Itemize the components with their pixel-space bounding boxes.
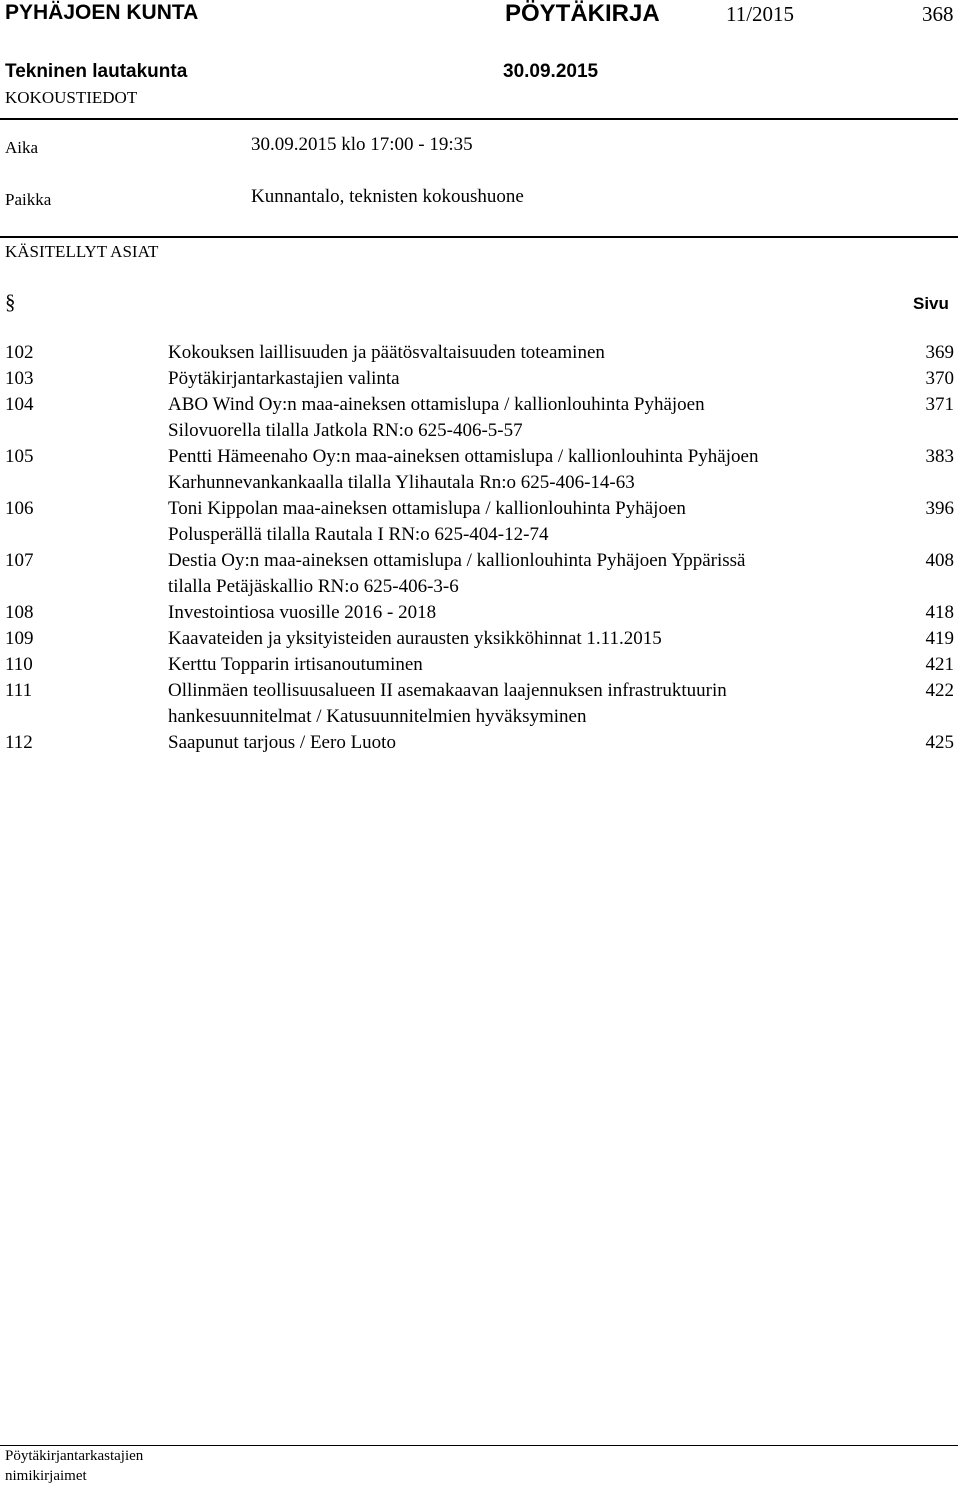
organization-name: PYHÄJOEN KUNTA xyxy=(5,1,199,24)
agenda-item-title xyxy=(168,392,888,444)
agenda-item-number: 103 xyxy=(5,368,34,389)
agenda-item-page: 421 xyxy=(925,654,954,675)
agenda-item-page: 419 xyxy=(925,628,954,649)
agenda-item-title xyxy=(168,496,888,548)
agenda-item xyxy=(0,652,960,678)
agenda-item-title xyxy=(168,678,888,730)
agenda-item xyxy=(0,366,960,392)
agenda-item-title-line: Kerttu Topparin irtisanoutuminen xyxy=(168,654,423,675)
agenda-item-title xyxy=(168,366,888,392)
agenda-section-title: KÄSITELLYT ASIAT xyxy=(5,242,159,261)
agenda-item-title xyxy=(168,340,888,366)
document-type: PÖYTÄKIRJA xyxy=(505,0,660,27)
agenda-item-number: 110 xyxy=(5,654,33,675)
agenda-item-number: 102 xyxy=(5,342,34,363)
agenda-item-title xyxy=(168,626,888,652)
header-divider xyxy=(0,118,958,120)
agenda-item-title-line: Silovuorella tilalla Jatkola RN:o 625-406-5-57 xyxy=(168,420,523,441)
section-symbol: § xyxy=(5,290,16,314)
agenda-item-title xyxy=(168,444,888,496)
agenda-item xyxy=(0,626,960,652)
agenda-item xyxy=(0,340,960,366)
agenda-item-title xyxy=(168,652,888,678)
agenda-item-title-line: Pöytäkirjantarkastajien valinta xyxy=(168,368,400,389)
agenda-item xyxy=(0,678,960,730)
agenda-item-title-line: Karhunnevankankaalla tilalla Ylihautala Rn:o 625-406-14-63 xyxy=(168,472,635,493)
agenda-item-title-line: Destia Oy:n maa-aineksen ottamislupa / kallionlouhinta Pyhäjoen Yppärissä xyxy=(168,550,746,571)
agenda-item xyxy=(0,392,960,444)
agenda-item xyxy=(0,600,960,626)
committee-name: Tekninen lautakunta xyxy=(5,61,188,82)
footer-initials-label-2: nimikirjaimet xyxy=(5,1468,87,1484)
agenda-item-number: 109 xyxy=(5,628,34,649)
agenda-item-number: 108 xyxy=(5,602,34,623)
agenda-item-title-line: Kaavateiden ja yksityisteiden aurausten yksikköhinnat 1.11.2015 xyxy=(168,628,662,649)
page-column-header: Sivu xyxy=(913,294,949,313)
agenda-item-page: 408 xyxy=(925,550,954,571)
agenda-item xyxy=(0,548,960,600)
page-number: 368 xyxy=(922,2,954,26)
agenda-item-title-line: Toni Kippolan maa-aineksen ottamislupa / kallionlouhinta Pyhäjoen xyxy=(168,498,686,519)
agenda-item-title xyxy=(168,600,888,626)
agenda-item-page: 369 xyxy=(925,342,954,363)
time-label: Aika xyxy=(5,138,39,157)
agenda-item-number: 106 xyxy=(5,498,34,519)
agenda-item-title-line: Kokouksen laillisuuden ja päätösvaltaisuuden toteaminen xyxy=(168,342,605,363)
place-label: Paikka xyxy=(5,190,52,209)
agenda-item-page: 418 xyxy=(925,602,954,623)
meeting-info-title: KOKOUSTIEDOT xyxy=(5,88,138,107)
agenda-item-title-line: tilalla Petäjäskallio RN:o 625-406-3-6 xyxy=(168,576,459,597)
agenda-item xyxy=(0,496,960,548)
agenda-item xyxy=(0,444,960,496)
agenda-item-title-line: ABO Wind Oy:n maa-aineksen ottamislupa / kallionlouhinta Pyhäjoen xyxy=(168,394,705,415)
agenda-item-page: 371 xyxy=(925,394,954,415)
time-value: 30.09.2015 klo 17:00 - 19:35 xyxy=(251,134,473,155)
agenda-item-title-line: Polusperällä tilalla Rautala I RN:o 625-404-12-74 xyxy=(168,524,549,545)
place-value: Kunnantalo, teknisten kokoushuone xyxy=(251,186,524,207)
footer-divider xyxy=(0,1445,958,1446)
agenda-item-title-line: Investointiosa vuosille 2016 - 2018 xyxy=(168,602,437,623)
agenda-item-title-line: Saapunut tarjous / Eero Luoto xyxy=(168,732,396,753)
agenda-item-title-line: Pentti Hämeenaho Oy:n maa-aineksen ottamislupa / kallionlouhinta Pyhäjoen xyxy=(168,446,759,467)
agenda-item-page: 425 xyxy=(925,732,954,753)
issue-number: 11/2015 xyxy=(726,2,795,26)
agenda-item-title-line: Ollinmäen teollisuusalueen II asemakaavan laajennuksen infrastruktuurin xyxy=(168,680,727,701)
agenda-item-title xyxy=(168,548,888,600)
info-divider xyxy=(0,236,958,238)
agenda-item-page: 383 xyxy=(925,446,954,467)
agenda-item-page: 422 xyxy=(925,680,954,701)
footer-initials-label: Pöytäkirjantarkastajien xyxy=(5,1448,144,1464)
meeting-date: 30.09.2015 xyxy=(503,61,599,82)
agenda-item-page: 370 xyxy=(925,368,954,389)
agenda-item-number: 112 xyxy=(5,732,33,753)
agenda-item-title xyxy=(168,730,888,756)
agenda-item-page: 396 xyxy=(925,498,954,519)
agenda-item-title-line: hankesuunnitelmat / Katusuunnitelmien hyväksyminen xyxy=(168,706,587,727)
agenda-item-number: 104 xyxy=(5,394,34,415)
agenda-item xyxy=(0,730,960,756)
agenda-item-number: 111 xyxy=(5,680,33,701)
agenda-item-number: 107 xyxy=(5,550,34,571)
agenda-item-number: 105 xyxy=(5,446,34,467)
agenda-list xyxy=(0,340,960,756)
